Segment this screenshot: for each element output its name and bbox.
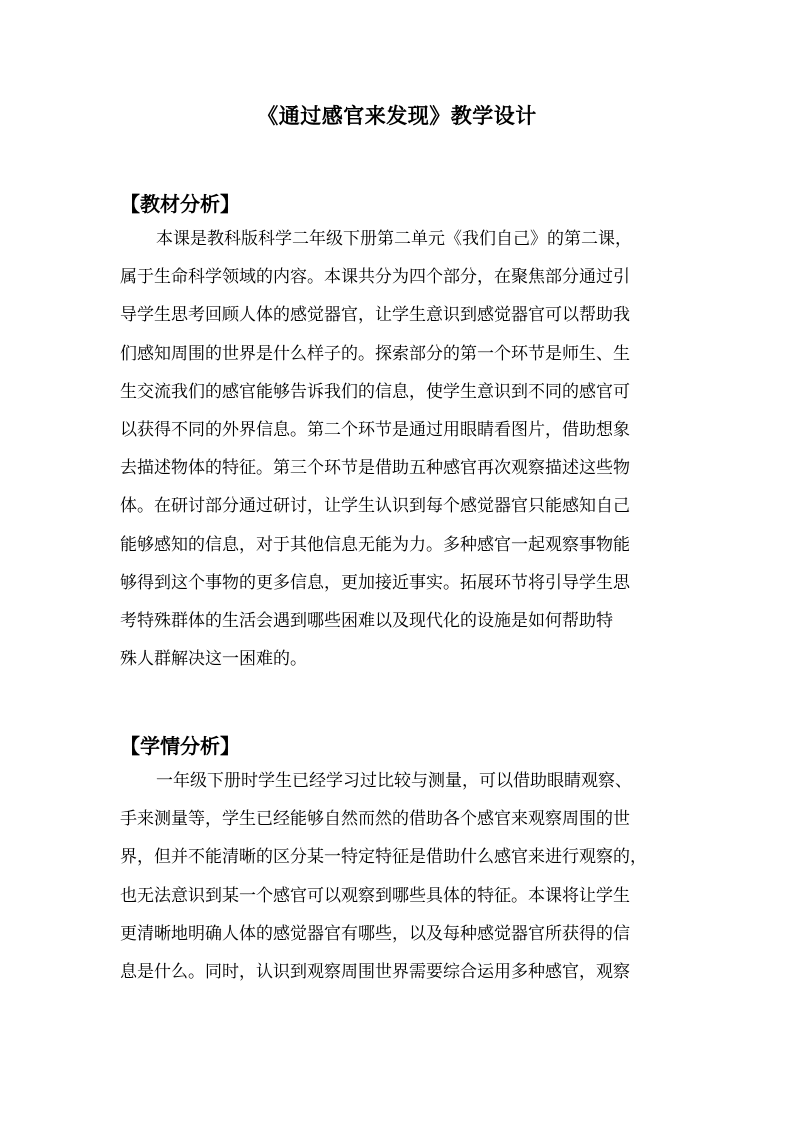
section-paragraph xyxy=(120,220,695,678)
paragraph-line: 本课是教科版科学二年级下册第二单元《我们自己》的第二课， xyxy=(156,229,632,249)
paragraph-line: 殊人群解决这一困难的。 xyxy=(120,649,307,670)
paragraph-line: 考特殊群体的生活会遇到哪些困难以及现代化的设施是如何帮助特 xyxy=(120,610,613,631)
paragraph-line: 导学生思考回顾人体的感觉器官，让学生意识到感觉器官可以帮助我 xyxy=(120,305,630,326)
paragraph-line: 能够感知的信息，对于其他信息无能为力。多种感官一起观察事物能 xyxy=(120,534,630,555)
paragraph-line: 去描述物体的特征。第三个环节是借助五种感官再次观察描述这些物 xyxy=(120,458,630,479)
section-textbook-analysis xyxy=(120,188,695,678)
paragraph-line: 属于生命科学领域的内容。本课共分为四个部分，在聚焦部分通过引 xyxy=(120,267,630,288)
section-learner-analysis xyxy=(120,730,695,991)
paragraph-line: 体。在研讨部分通过研讨，让学生认识到每个感觉器官只能感知自己 xyxy=(120,496,630,517)
paragraph-line: 一年级下册时学生已经学习过比较与测量，可以借助眼睛观察、 xyxy=(156,771,632,791)
paragraph-line: 界，但并不能清晰的区分某一特定特征是借助什么感官来进行观察的， xyxy=(120,847,647,868)
section-paragraph xyxy=(120,762,695,991)
paragraph-line: 也无法意识到某一个感官可以观察到哪些具体的特征。本课将让学生 xyxy=(120,885,630,906)
document-title: 《通过感官来发现》教学设计 xyxy=(257,103,537,128)
paragraph-line: 以获得不同的外界信息。第二个环节是通过用眼睛看图片，借助想象 xyxy=(120,419,630,440)
paragraph-line: 生交流我们的感官能够告诉我们的信息，使学生意识到不同的感官可 xyxy=(120,381,630,402)
paragraph-line: 手来测量等，学生已经能够自然而然的借助各个感官来观察周围的世 xyxy=(120,809,630,830)
paragraph-line: 息是什么。同时，认识到观察周围世界需要综合运用多种感官，观察 xyxy=(120,961,630,982)
section-heading: 【教材分析】 xyxy=(120,192,240,216)
paragraph-line: 们感知周围的世界是什么样子的。探索部分的第一个环节是师生、生 xyxy=(120,343,630,364)
paragraph-line: 够得到这个事物的更多信息，更加接近事实。拓展环节将引导学生思 xyxy=(120,572,630,593)
paragraph-line: 更清晰地明确人体的感觉器官有哪些，以及每种感觉器官所获得的信 xyxy=(120,923,630,944)
section-heading: 【学情分析】 xyxy=(120,734,240,758)
